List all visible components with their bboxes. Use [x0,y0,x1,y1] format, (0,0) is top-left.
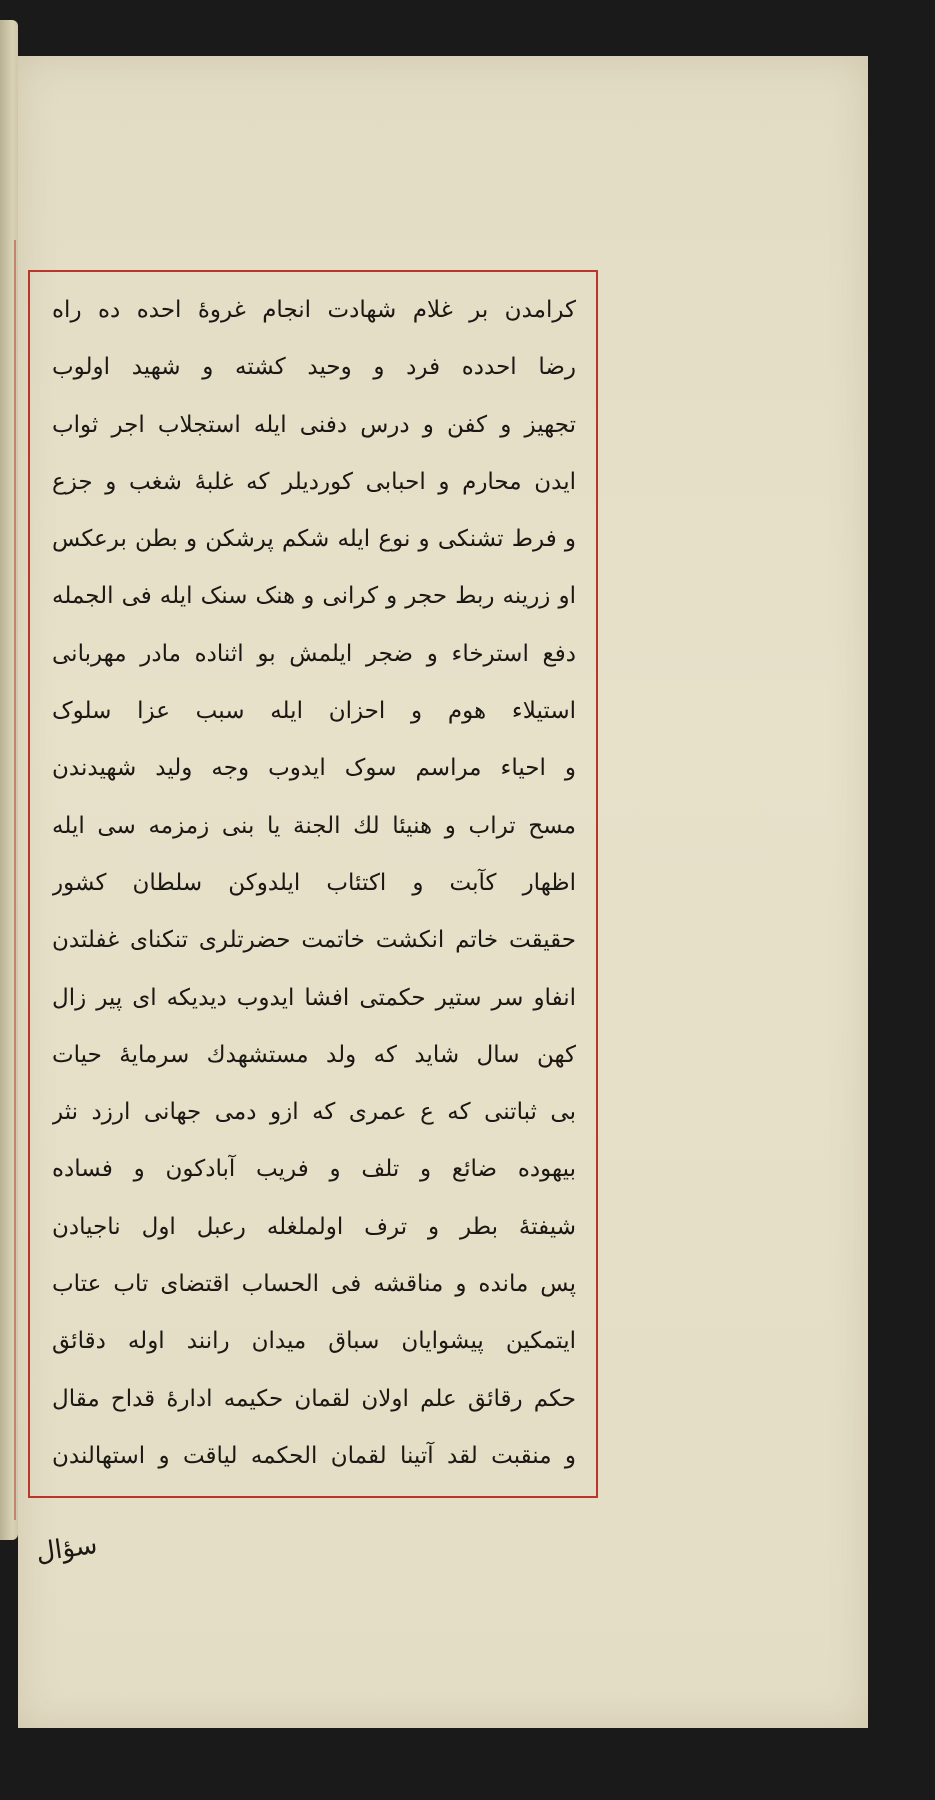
text-line: و فرط تشنکی و نوع ایله شکم پرشکن و بطن برعکس [52,526,576,553]
text-line: بیهوده ضائع و تلف و فریب آبادکون و فساده [52,1156,576,1183]
text-line: استیلاء هوم و احزان ایله سبب عزا سلوک [52,698,576,725]
manuscript-page [18,56,868,1728]
catchword: سؤال [34,1529,100,1569]
text-line: بی ثباتنی که ع عمری که ازو دمی جهانی ارزد نثر [52,1099,576,1126]
facing-page-frame-rule [0,240,16,1520]
text-line: او زرینه ربط حجر و کرانی و هنک سنک ایله فی الجمله [52,583,576,610]
text-line: رضا احدده فرد و وحید کشته و شهید اولوب [52,354,576,381]
text-line: دفع استرخاء و ضجر ایلمش بو اثناده مادر مهربانی [52,640,576,667]
text-line: حقیقت خاتم انکشت خاتمت حضرتلری تنکنای غفلتدن [52,927,576,954]
facing-page-edge [0,20,18,1540]
text-line: مسح تراب و هنیئا لك الجنة یا بنی زمزمه سی ایله [52,812,576,839]
text-line: ایتمکین پیشوایان سباق میدان رانند اوله دقائق [52,1328,576,1355]
text-line: کهن سال شاید که ولد مستشهدك سرمایۀ حیات [52,1041,576,1068]
text-line: انفاو سر ستیر حکمتی افشا ایدوب دیدیکه ای پیر زال [52,984,576,1011]
text-block [52,282,576,1486]
text-line: کرامدن بر غلام شهادت انجام غروۀ احده ده راه [52,297,576,323]
text-line: و منقبت لقد آتینا لقمان الحکمه لیاقت و استهالندن [52,1442,576,1469]
text-line: شیفتۀ بطر و ترف اولملغله رعبل اول ناجیادن [52,1213,576,1240]
text-line: اظهار کآبت و اکتئاب ایلدوکن سلطان کشور [52,869,576,896]
text-line: ایدن محارم و احبابی کوردیلر که غلبۀ شغب و جزع [52,468,576,495]
text-line: تجهیز و کفن و درس دفنی ایله استجلاب اجر ثواب [52,411,576,438]
text-line: و احیاء مراسم سوک ایدوب وجه ولید شهیدندن [52,755,576,782]
text-line: پس مانده و مناقشه فی الحساب اقتضای تاب عتاب [52,1271,576,1298]
text-frame [28,270,598,1498]
text-line: حکم رقائق علم اولان لقمان حکیمه ادارۀ قداح مقال [52,1385,576,1412]
